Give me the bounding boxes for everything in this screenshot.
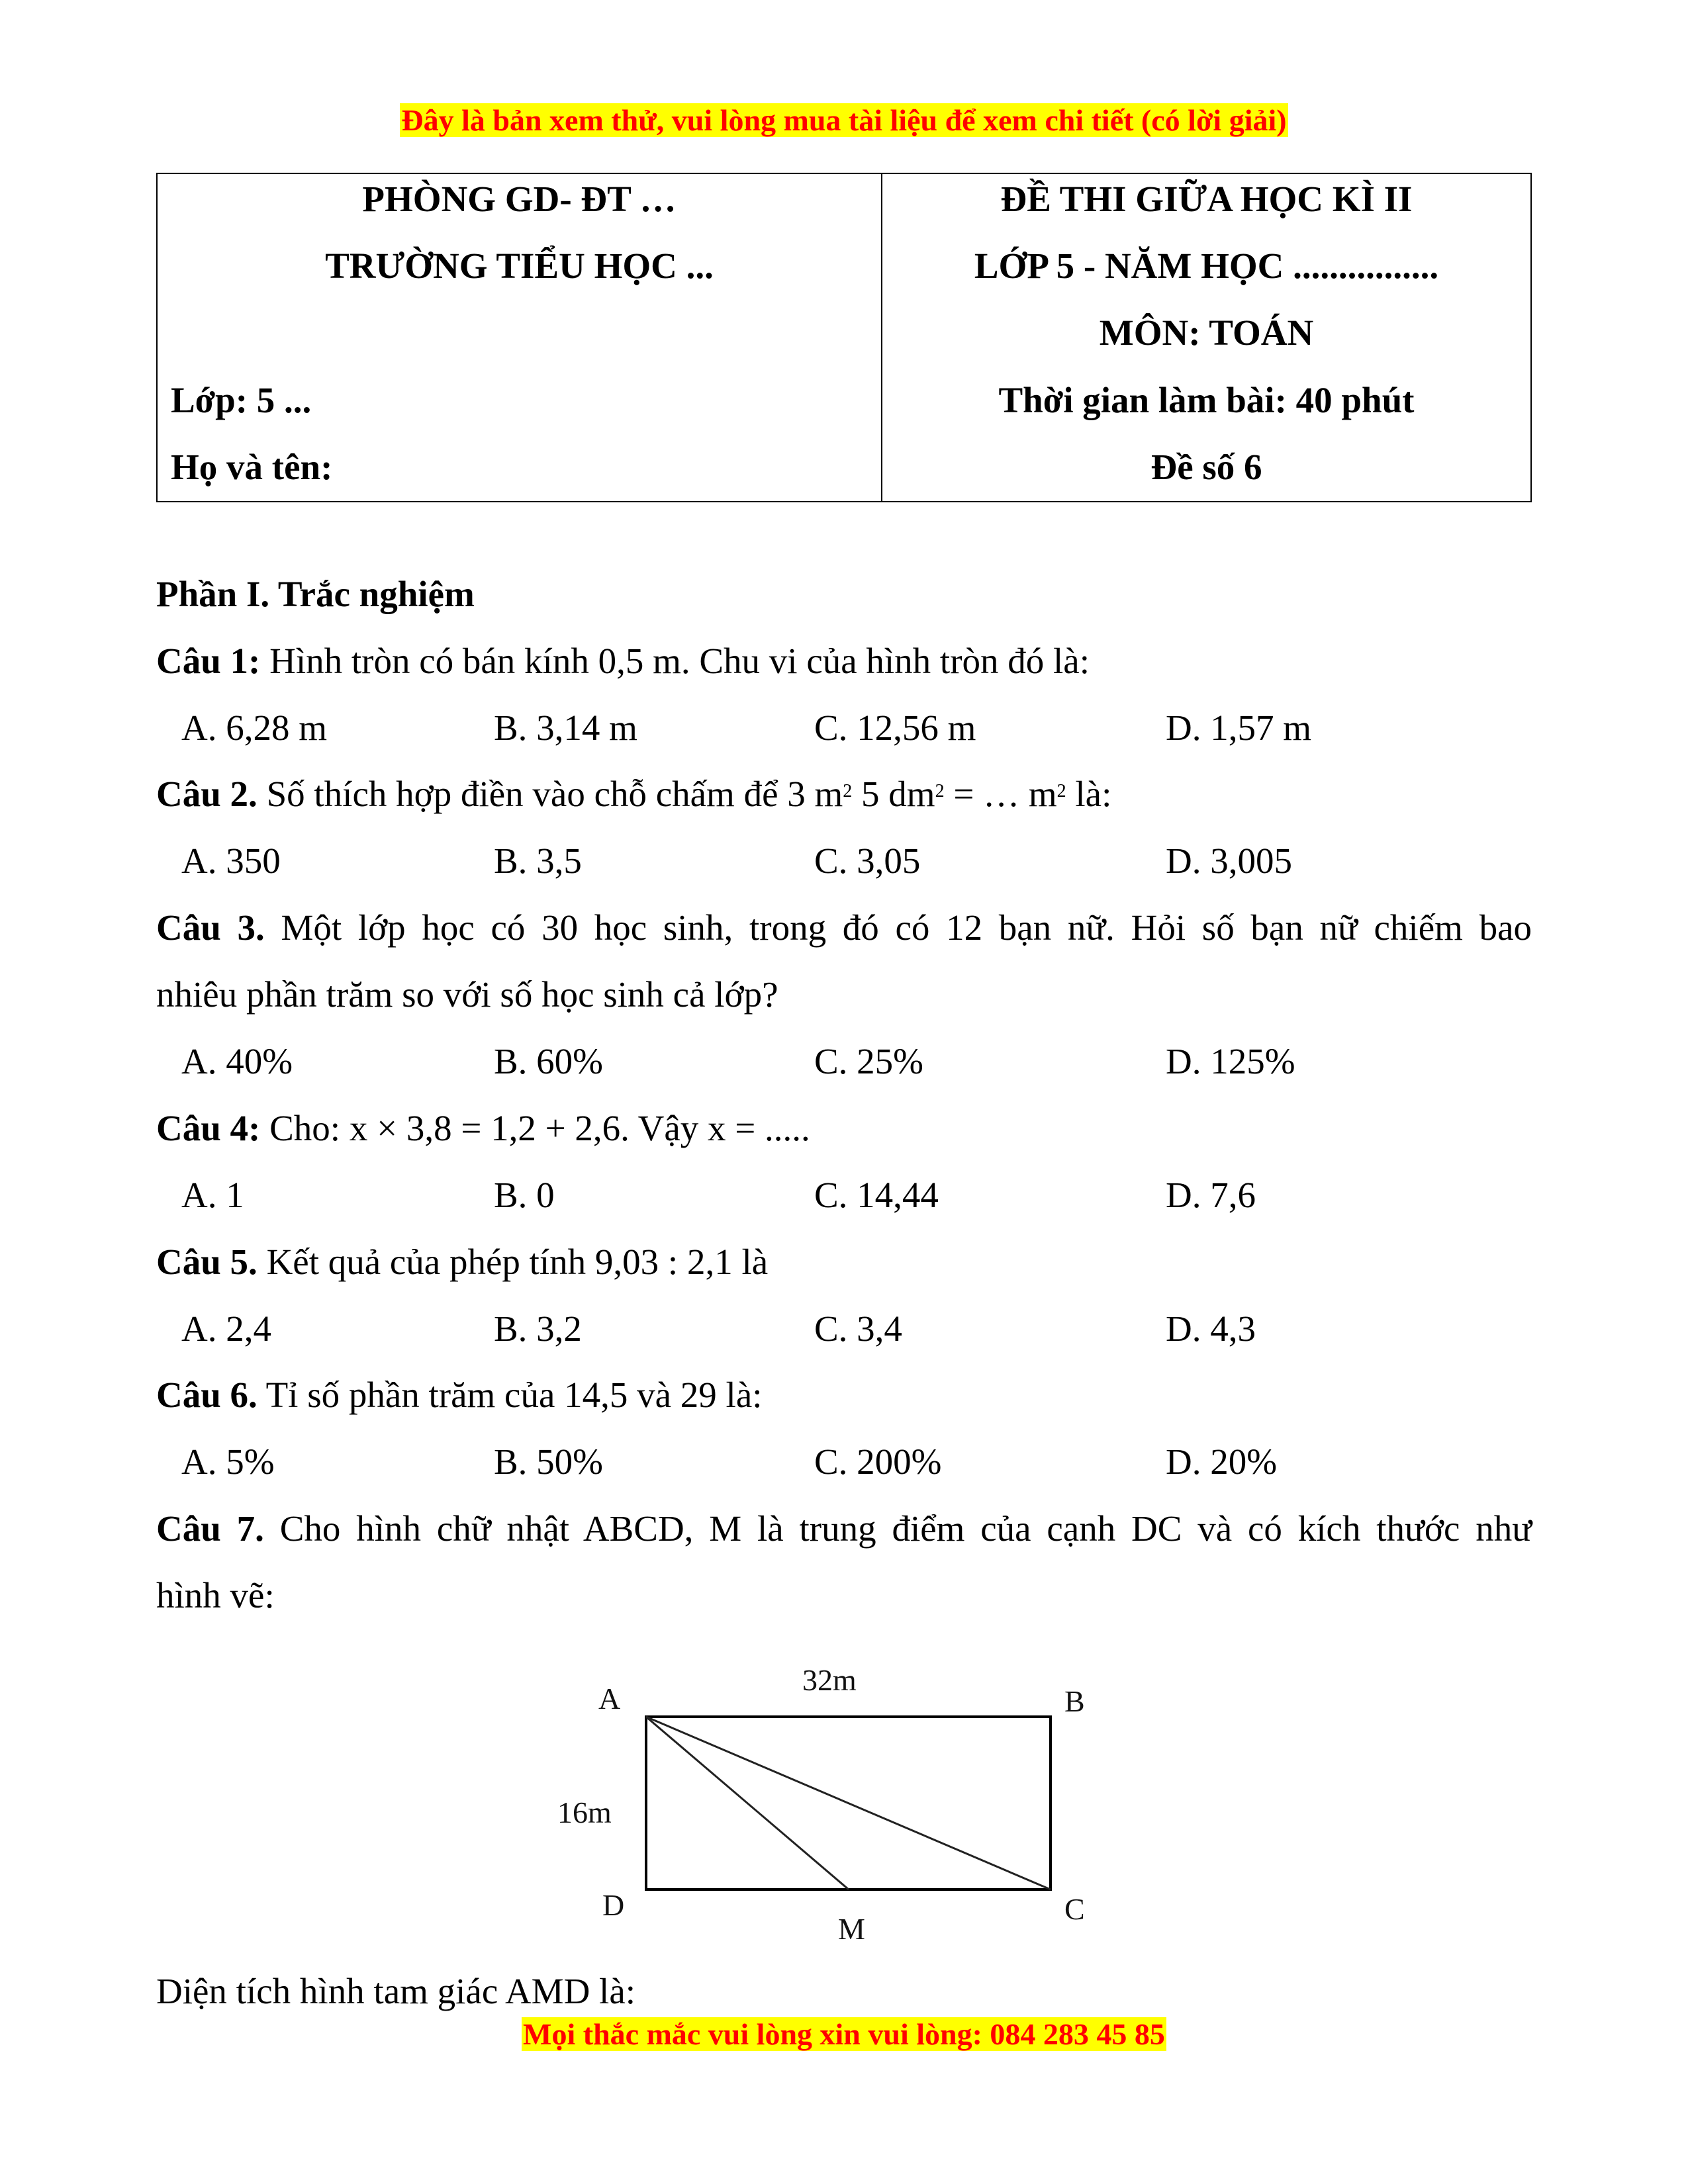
height-dimension-label: 16m xyxy=(557,1796,612,1829)
exam-title: ĐỀ THI GIỮA HỌC KÌ II xyxy=(1000,179,1413,219)
vertex-d-label: D xyxy=(602,1888,625,1922)
q3-option-c[interactable]: C. 25% xyxy=(814,1041,923,1081)
department-name: PHÒNG GD- ĐT … xyxy=(362,179,677,219)
contact-text: Mọi thắc mắc vui lòng xin vui lòng: 084 283 45 85 xyxy=(523,2017,1165,2051)
q6-option-d[interactable]: D. 20% xyxy=(1166,1441,1278,1482)
vertex-a-label: A xyxy=(598,1682,621,1715)
q4-option-d[interactable]: D. 7,6 xyxy=(1166,1175,1256,1215)
question-1 xyxy=(156,640,1090,682)
q1-option-c[interactable]: C. 12,56 m xyxy=(814,707,976,748)
q2-option-a[interactable]: A. 350 xyxy=(181,841,281,881)
q3-option-b[interactable]: B. 60% xyxy=(494,1041,603,1081)
question-text: 5 dm xyxy=(852,774,935,814)
question-text: Kết quả của phép tính 9,03 : 2,1 là xyxy=(257,1242,769,1282)
question-label: Câu 5. xyxy=(156,1242,258,1282)
question-label: Câu 1: xyxy=(156,641,261,681)
question-3-continued: nhiêu phần trăm so với số học sinh cả lớp? xyxy=(156,974,778,1015)
grade-year: LỚP 5 - NĂM HỌC ................ xyxy=(974,246,1439,286)
vertex-b-label: B xyxy=(1064,1684,1085,1718)
q4-option-a[interactable]: A. 1 xyxy=(181,1175,244,1215)
question-2 xyxy=(156,773,1111,815)
q1-option-d[interactable]: D. 1,57 m xyxy=(1166,707,1311,748)
question-text: là: xyxy=(1066,774,1112,814)
question-label: Câu 3. xyxy=(156,907,265,948)
question-text: Số thích hợp điền vào chỗ chấm để 3 m xyxy=(257,774,843,814)
q2-option-d[interactable]: D. 3,005 xyxy=(1166,841,1292,881)
preview-notice-text: Đây là bản xem thử, vui lòng mua tài liệu để xem chi tiết (có lời giải) xyxy=(401,103,1287,137)
superscript: 2 xyxy=(843,781,853,801)
question-label: Câu 4: xyxy=(156,1108,261,1148)
q6-option-c[interactable]: C. 200% xyxy=(814,1441,942,1482)
q5-option-d[interactable]: D. 4,3 xyxy=(1166,1308,1256,1349)
q1-option-a[interactable]: A. 6,28 m xyxy=(181,707,327,748)
question-6 xyxy=(156,1374,763,1416)
school-name: TRƯỜNG TIỂU HỌC ... xyxy=(325,246,714,286)
question-7-prompt: Diện tích hình tam giác AMD là: xyxy=(156,1971,636,2011)
q5-option-c[interactable]: C. 3,4 xyxy=(814,1308,902,1349)
q5-option-a[interactable]: A. 2,4 xyxy=(181,1308,271,1349)
question-text: Cho: x × 3,8 = 1,2 + 2,6. Vậy x = ..... xyxy=(260,1108,810,1148)
q2-option-c[interactable]: C. 3,05 xyxy=(814,841,921,881)
question-text: Một lớp học có 30 học sinh, trong đó có 12 bạn nữ. Hỏi số bạn nữ chiếm bao xyxy=(264,907,1532,948)
question-label: Câu 2. xyxy=(156,774,258,814)
question-label: Câu 6. xyxy=(156,1375,258,1415)
question-text: = … m xyxy=(944,774,1057,814)
student-name-label: Họ và tên: xyxy=(171,447,333,487)
point-m-label: M xyxy=(838,1912,865,1946)
q6-option-a[interactable]: A. 5% xyxy=(181,1441,275,1482)
question-7-continued: hình vẽ: xyxy=(156,1575,275,1615)
q2-option-b[interactable]: B. 3,5 xyxy=(494,841,582,881)
q4-option-b[interactable]: B. 0 xyxy=(494,1175,555,1215)
question-4 xyxy=(156,1107,810,1150)
question-label: Câu 7. xyxy=(156,1508,264,1549)
question-text: Tỉ số phần trăm của 14,5 và 29 là: xyxy=(257,1375,763,1415)
rectangle-figure xyxy=(543,1648,1125,1946)
subject: MÔN: TOÁN xyxy=(1099,312,1314,353)
question-5 xyxy=(156,1241,768,1283)
question-3 xyxy=(156,907,1532,949)
superscript: 2 xyxy=(935,781,945,801)
exam-number: Đề số 6 xyxy=(1150,447,1262,487)
q4-option-c[interactable]: C. 14,44 xyxy=(814,1175,939,1215)
q6-option-b[interactable]: B. 50% xyxy=(494,1441,603,1482)
superscript: 2 xyxy=(1056,781,1066,801)
question-7 xyxy=(156,1508,1532,1550)
question-text: Hình tròn có bán kính 0,5 m. Chu vi của hình tròn đó là: xyxy=(260,641,1090,681)
width-dimension-label: 32m xyxy=(802,1663,857,1697)
q5-option-b[interactable]: B. 3,2 xyxy=(494,1308,582,1349)
question-text: Cho hình chữ nhật ABCD, M là trung điểm của cạnh DC và có kích thước như xyxy=(263,1508,1532,1549)
q3-option-d[interactable]: D. 125% xyxy=(1166,1041,1295,1081)
exam-header-table xyxy=(156,173,1532,502)
exam-duration: Thời gian làm bài: 40 phút xyxy=(998,380,1415,420)
contact-banner xyxy=(0,2016,1688,2053)
q1-option-b[interactable]: B. 3,14 m xyxy=(494,707,637,748)
section-title: Phần I. Trắc nghiệm xyxy=(156,574,475,614)
q3-option-a[interactable]: A. 40% xyxy=(181,1041,293,1081)
vertex-c-label: C xyxy=(1064,1892,1085,1926)
preview-notice-banner xyxy=(0,102,1688,139)
class-label: Lớp: 5 ... xyxy=(171,380,312,420)
